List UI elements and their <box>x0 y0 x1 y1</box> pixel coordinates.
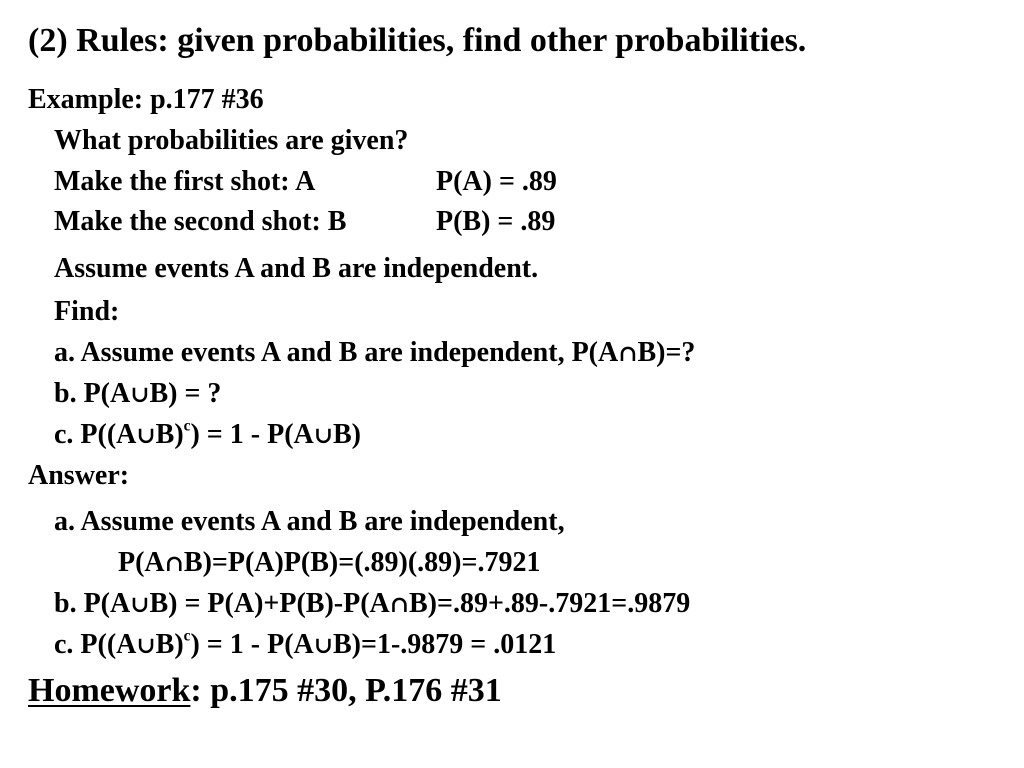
slide-title: (2) Rules: given probabilities, find other probabilities. <box>28 22 807 59</box>
given-value-b: P(B) = .89 <box>436 206 556 237</box>
find-item-c <box>54 417 361 450</box>
given-label-b: Make the second shot: B <box>54 206 347 237</box>
complement-superscript: c <box>183 627 191 645</box>
homework-label: Homework <box>28 672 191 709</box>
example-heading: Example: p.177 #36 <box>28 84 264 115</box>
homework-text: : p.175 #30, P.176 #31 <box>190 672 502 709</box>
find-b-pre: b. P(A <box>54 378 131 409</box>
intersection-symbol: ∩ <box>618 340 638 367</box>
union-symbol: ∪ <box>136 632 156 659</box>
given-row-b <box>54 208 555 236</box>
given-label-a: Make the first shot: A <box>54 166 316 197</box>
answer-c-end: B)=1-.9879 = .0121 <box>332 629 557 660</box>
example-question: What probabilities are given? <box>54 125 409 156</box>
union-symbol: ∪ <box>130 381 150 408</box>
answer-b-post: B)=.89+.89-.7921=.9879 <box>409 588 691 619</box>
answer-a-line2 <box>118 549 540 577</box>
answer-a-post: B)=P(A)P(B)=(.89)(.89)=.7921 <box>183 547 541 578</box>
answer-c-pre: c. P((A <box>54 629 137 660</box>
intersection-symbol: ∩ <box>164 550 184 577</box>
union-symbol: ∪ <box>130 591 150 618</box>
intersection-symbol: ∩ <box>389 591 409 618</box>
union-symbol: ∪ <box>313 422 333 449</box>
union-symbol: ∪ <box>136 422 156 449</box>
find-item-a <box>54 339 695 367</box>
answer-a-pre: P(A <box>118 547 165 578</box>
answer-c-post: ) = 1 - P(A <box>190 629 314 660</box>
find-a-pre: a. Assume events A and B are independent, P(A <box>54 337 619 368</box>
homework-line <box>28 674 502 708</box>
find-item-b <box>54 380 221 408</box>
answer-label: Answer: <box>28 460 130 491</box>
given-row-a <box>54 168 557 196</box>
answer-b <box>54 590 690 618</box>
answer-b-mid: B) = P(A)+P(B)-P(A <box>149 588 390 619</box>
complement-superscript: c <box>183 417 191 435</box>
find-c-mid: B) <box>155 419 184 450</box>
answer-a-line1: a. Assume events A and B are independent, <box>54 506 565 537</box>
answer-b-pre: b. P(A <box>54 588 131 619</box>
find-a-post: B)=? <box>637 337 696 368</box>
find-label: Find: <box>54 296 120 327</box>
find-c-end: B) <box>332 419 361 450</box>
find-c-pre: c. P((A <box>54 419 137 450</box>
find-b-post: B) = ? <box>149 378 222 409</box>
given-value-a: P(A) = .89 <box>436 166 557 197</box>
union-symbol: ∪ <box>313 632 333 659</box>
answer-c-mid: B) <box>155 629 184 660</box>
answer-c <box>54 627 557 660</box>
find-c-post: ) = 1 - P(A <box>190 419 314 450</box>
assumption-text: Assume events A and B are independent. <box>54 253 539 284</box>
